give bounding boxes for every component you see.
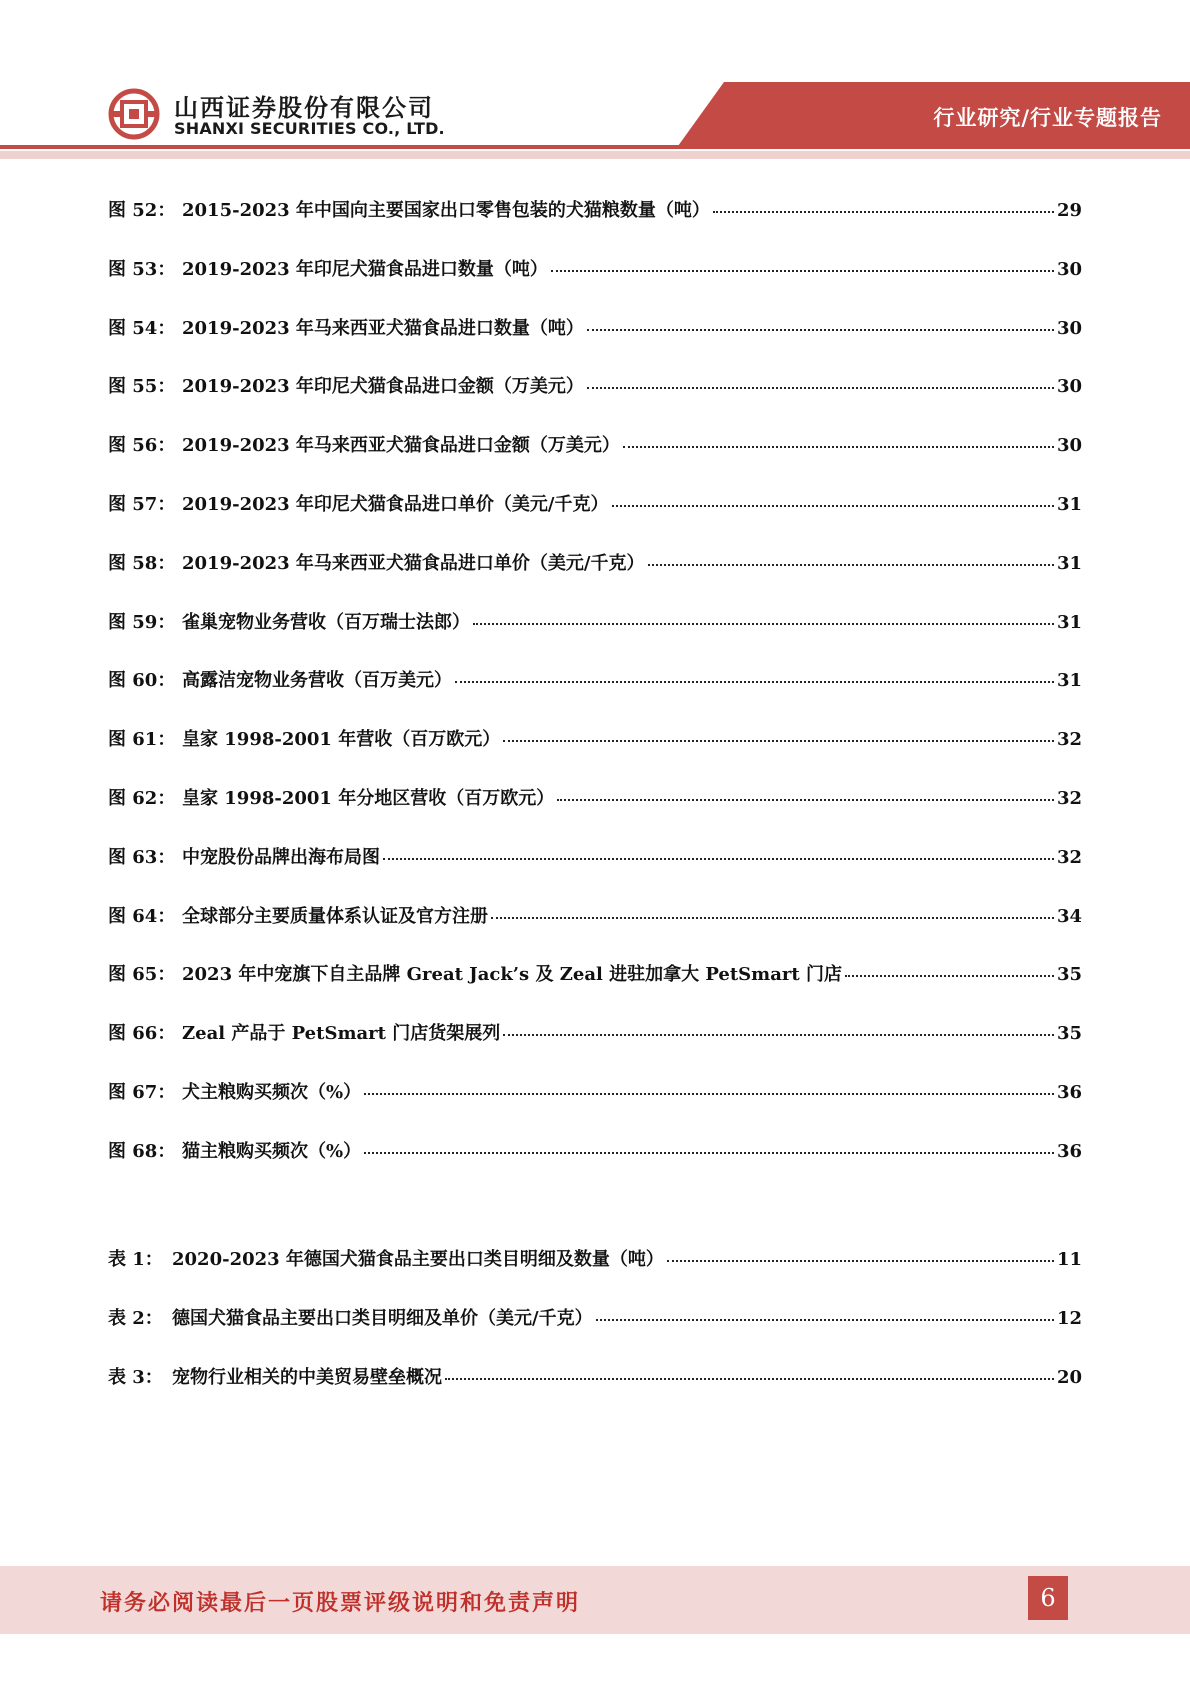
dot-leader <box>667 1260 1054 1262</box>
figure-page-number: 31 <box>1056 552 1082 574</box>
figure-label: 图 63： <box>108 846 176 868</box>
dot-leader <box>623 446 1054 448</box>
figure-index <box>108 196 1082 1196</box>
dot-leader <box>612 505 1054 507</box>
figure-entry[interactable] <box>108 196 1082 255</box>
dot-leader <box>491 917 1054 919</box>
figure-label: 图 66： <box>108 1023 176 1045</box>
figure-title: 2015-2023 年中国向主要国家出口零售包装的犬猫粮数量（吨） <box>182 200 710 221</box>
figure-entry[interactable] <box>108 255 1082 314</box>
dot-leader <box>473 623 1054 625</box>
figure-page-number: 29 <box>1056 200 1082 221</box>
dot-leader <box>364 1152 1054 1154</box>
figure-title: 雀巢宠物业务营收（百万瑞士法郎） <box>182 611 470 633</box>
figure-page-number: 34 <box>1056 905 1082 927</box>
figure-label: 图 56： <box>108 435 176 457</box>
figure-title: 全球部分主要质量体系认证及官方注册 <box>182 905 488 927</box>
dot-leader <box>587 387 1054 389</box>
dot-leader <box>551 270 1054 272</box>
table-page-number: 12 <box>1056 1307 1082 1329</box>
figure-entry[interactable] <box>108 314 1082 373</box>
figure-label: 图 52： <box>108 200 176 221</box>
report-type: 行业研究/行业专题报告 <box>933 106 1162 130</box>
dot-leader <box>587 329 1054 331</box>
figure-title: 犬主粮购买频次（%） <box>182 1081 362 1103</box>
company-name-cn: 山西证券股份有限公司 <box>174 94 434 122</box>
dot-leader <box>445 1378 1054 1380</box>
table-title: 宠物行业相关的中美贸易壁垒概况 <box>172 1366 442 1388</box>
page-number: 6 <box>1028 1576 1068 1620</box>
figure-entry[interactable] <box>108 1137 1082 1196</box>
figure-title: 皇家 1998-2001 年分地区营收（百万欧元） <box>182 787 555 809</box>
figure-entry[interactable] <box>108 784 1082 843</box>
figure-page-number: 31 <box>1056 611 1082 633</box>
table-label: 表 3： <box>108 1366 163 1388</box>
table-entry[interactable] <box>108 1245 1082 1304</box>
figure-title: 高露洁宠物业务营收（百万美元） <box>182 670 452 692</box>
figure-entry[interactable] <box>108 549 1082 608</box>
figure-page-number: 35 <box>1056 964 1082 986</box>
disclaimer-notice: 请务必阅读最后一页股票评级说明和免责声明 <box>100 1590 581 1616</box>
figure-entry[interactable] <box>108 666 1082 725</box>
figure-entry[interactable] <box>108 1078 1082 1137</box>
figure-title: 2019-2023 年马来西亚犬猫食品进口单价（美元/千克） <box>182 552 645 574</box>
table-label: 表 1： <box>108 1249 163 1270</box>
figure-label: 图 65： <box>108 964 176 986</box>
report-type-banner <box>678 82 1190 146</box>
figure-page-number: 30 <box>1056 435 1082 457</box>
dot-leader <box>503 740 1054 742</box>
figure-entry[interactable] <box>108 431 1082 490</box>
dot-leader <box>596 1319 1054 1321</box>
figure-label: 图 54： <box>108 317 176 339</box>
table-page-number: 20 <box>1056 1366 1082 1388</box>
figure-title: 中宠股份品牌出海布局图 <box>182 846 380 868</box>
figure-title: 2019-2023 年印尼犬猫食品进口数量（吨） <box>182 258 548 280</box>
figure-title: 2023 年中宠旗下自主品牌 Great Jack’s 及 Zeal 进驻加拿大 PetSmart 门店 <box>182 964 842 986</box>
table-page-number: 11 <box>1056 1249 1082 1270</box>
dot-leader <box>364 1093 1054 1095</box>
table-entry[interactable] <box>108 1363 1082 1422</box>
figure-label: 图 55： <box>108 376 176 398</box>
table-label: 表 2： <box>108 1307 163 1329</box>
figure-label: 图 60： <box>108 670 176 692</box>
figure-title: 2019-2023 年印尼犬猫食品进口单价（美元/千克） <box>182 493 609 515</box>
figure-entry[interactable] <box>108 608 1082 667</box>
figure-page-number: 32 <box>1056 846 1082 868</box>
table-title: 2020-2023 年德国犬猫食品主要出口类目明细及数量（吨） <box>172 1249 664 1270</box>
figure-title: 2019-2023 年印尼犬猫食品进口金额（万美元） <box>182 376 584 398</box>
figure-label: 图 67： <box>108 1081 176 1103</box>
figure-page-number: 31 <box>1056 493 1082 515</box>
figure-label: 图 58： <box>108 552 176 574</box>
table-title: 德国犬猫食品主要出口类目明细及单价（美元/千克） <box>172 1307 593 1329</box>
figure-entry[interactable] <box>108 725 1082 784</box>
figure-entry[interactable] <box>108 843 1082 902</box>
figure-label: 图 62： <box>108 787 176 809</box>
figure-label: 图 59： <box>108 611 176 633</box>
dot-leader <box>713 211 1054 213</box>
header-divider-shadow <box>0 151 1190 159</box>
figure-title: Zeal 产品于 PetSmart 门店货架展列 <box>182 1023 501 1045</box>
dot-leader <box>383 858 1054 860</box>
header-divider <box>0 145 1190 149</box>
page-footer <box>0 1566 1190 1634</box>
figure-entry[interactable] <box>108 902 1082 961</box>
figure-label: 图 68： <box>108 1140 176 1162</box>
figure-title: 皇家 1998-2001 年营收（百万欧元） <box>182 729 501 751</box>
figure-page-number: 35 <box>1056 1023 1082 1045</box>
figure-entry[interactable] <box>108 1019 1082 1078</box>
figure-page-number: 30 <box>1056 258 1082 280</box>
figure-entry[interactable] <box>108 490 1082 549</box>
figure-title: 2019-2023 年马来西亚犬猫食品进口金额（万美元） <box>182 435 620 457</box>
figure-entry[interactable] <box>108 372 1082 431</box>
company-logo-icon <box>108 88 160 140</box>
figure-entry[interactable] <box>108 960 1082 1019</box>
figure-title: 猫主粮购买频次（%） <box>182 1140 362 1162</box>
figure-label: 图 57： <box>108 493 176 515</box>
figure-page-number: 30 <box>1056 317 1082 339</box>
table-entry[interactable] <box>108 1304 1082 1363</box>
figure-title: 2019-2023 年马来西亚犬猫食品进口数量（吨） <box>182 317 584 339</box>
dot-leader <box>557 799 1054 801</box>
company-name-en: SHANXI SECURITIES CO., LTD. <box>174 119 445 138</box>
figure-label: 图 64： <box>108 905 176 927</box>
figure-page-number: 32 <box>1056 729 1082 751</box>
figure-label: 图 53： <box>108 258 176 280</box>
table-index <box>108 1245 1082 1421</box>
figure-page-number: 32 <box>1056 787 1082 809</box>
figure-label: 图 61： <box>108 729 176 751</box>
figure-page-number: 36 <box>1056 1140 1082 1162</box>
dot-leader <box>455 681 1054 683</box>
dot-leader <box>845 975 1054 977</box>
page-header <box>0 0 1190 160</box>
figure-page-number: 36 <box>1056 1081 1082 1103</box>
dot-leader <box>503 1034 1054 1036</box>
figure-page-number: 30 <box>1056 376 1082 398</box>
dot-leader <box>648 564 1054 566</box>
figure-page-number: 31 <box>1056 670 1082 692</box>
